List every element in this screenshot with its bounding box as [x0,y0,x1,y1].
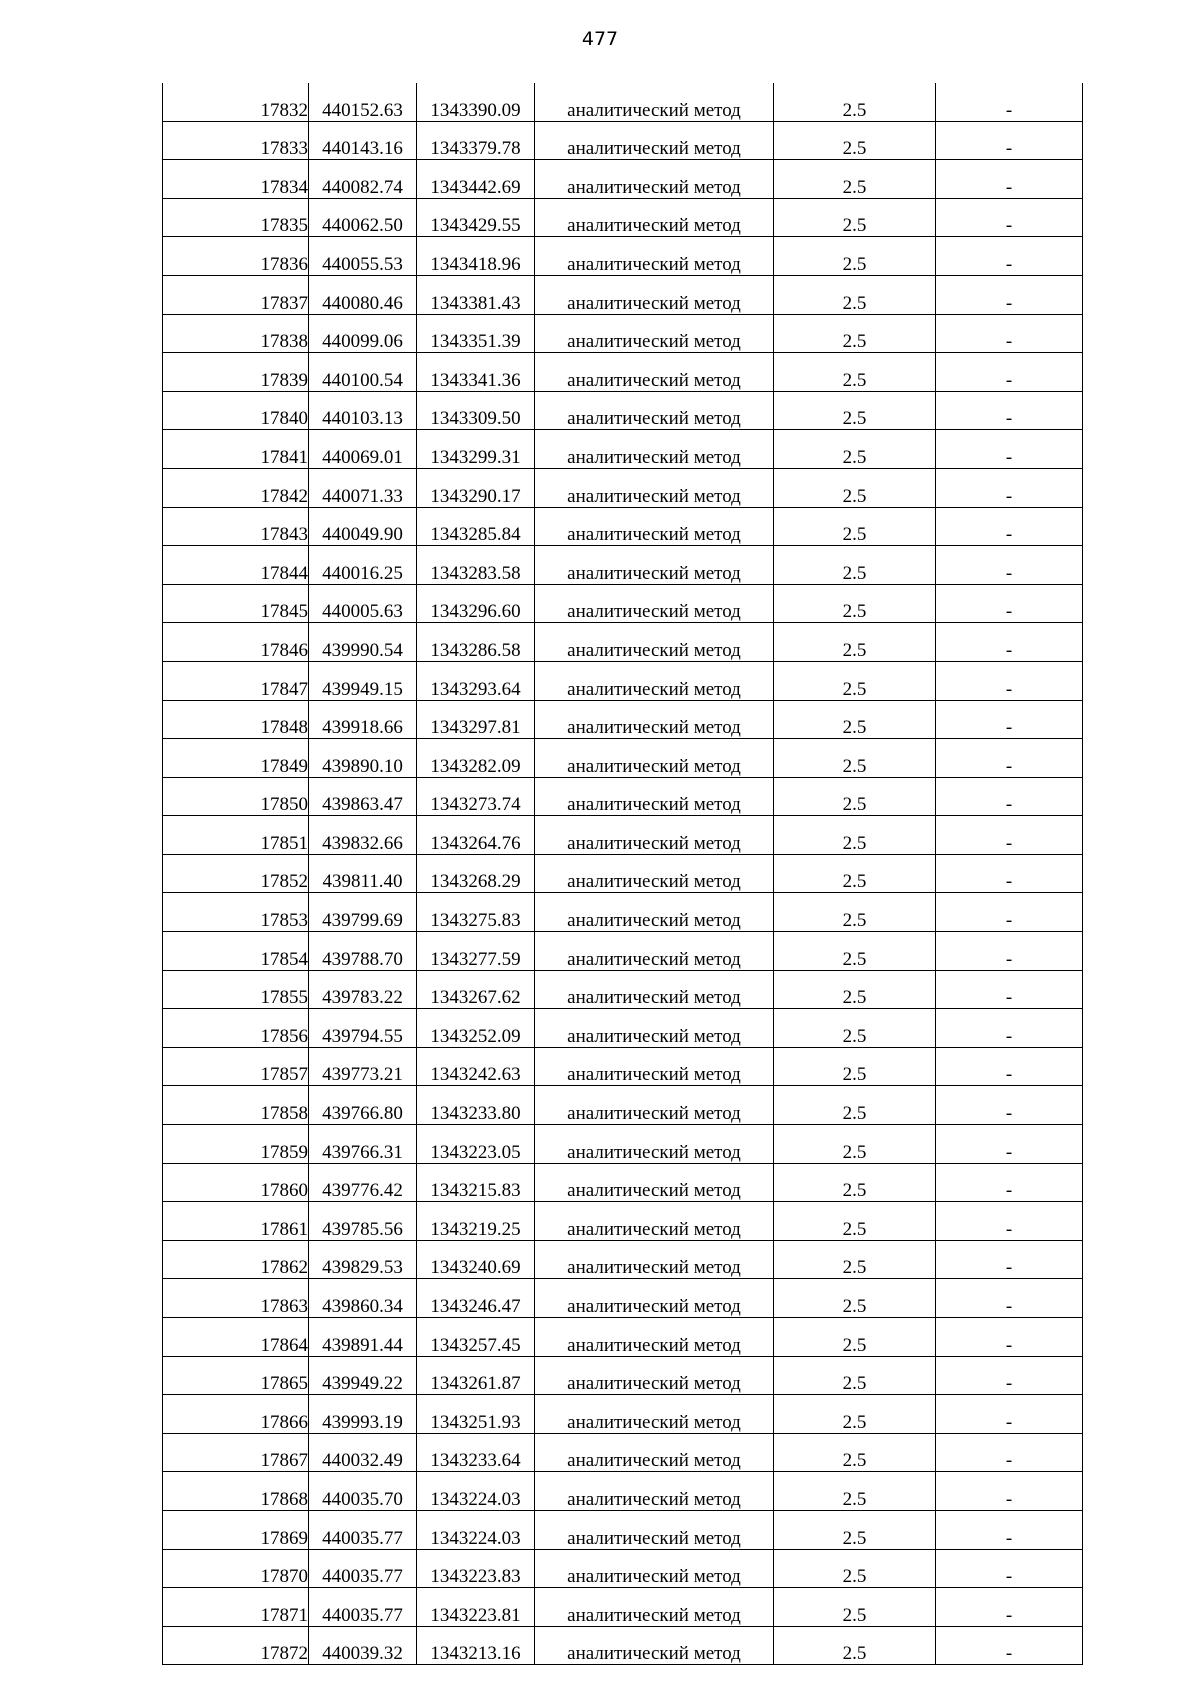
accuracy-cell: 2.5 [774,430,936,469]
y-coordinate-cell: 1343277.59 [417,932,535,971]
note-cell: - [936,1009,1083,1048]
accuracy-cell: 2.5 [774,1163,936,1202]
x-coordinate-cell: 440049.90 [309,507,417,546]
note-cell: - [936,1626,1083,1665]
x-coordinate-cell: 440035.77 [309,1549,417,1588]
method-cell: аналитический метод [535,970,774,1009]
table-row [163,83,1083,121]
method-cell: аналитический метод [535,275,774,314]
point-number-cell: 17833 [163,121,309,160]
note-cell: - [936,1202,1083,1241]
method-cell: аналитический метод [535,546,774,585]
table-row [163,353,1083,392]
x-coordinate-cell: 439949.15 [309,661,417,700]
note-cell: - [936,314,1083,353]
point-number-cell: 17834 [163,160,309,199]
note-cell: - [936,1510,1083,1549]
accuracy-cell: 2.5 [774,1395,936,1434]
y-coordinate-cell: 1343223.83 [417,1549,535,1588]
y-coordinate-cell: 1343257.45 [417,1318,535,1357]
note-cell: - [936,275,1083,314]
accuracy-cell: 2.5 [774,1626,936,1665]
point-number-cell: 17852 [163,854,309,893]
point-number-cell: 17849 [163,739,309,778]
note-cell: - [936,1125,1083,1164]
point-number-cell: 17855 [163,970,309,1009]
y-coordinate-cell: 1343379.78 [417,121,535,160]
table-row [163,160,1083,199]
method-cell: аналитический метод [535,198,774,237]
y-coordinate-cell: 1343296.60 [417,584,535,623]
x-coordinate-cell: 440055.53 [309,237,417,276]
accuracy-cell: 2.5 [774,546,936,585]
table-row [163,1433,1083,1472]
accuracy-cell: 2.5 [774,1240,936,1279]
y-coordinate-cell: 1343264.76 [417,816,535,855]
accuracy-cell: 2.5 [774,507,936,546]
y-coordinate-cell: 1343233.80 [417,1086,535,1125]
note-cell: - [936,1163,1083,1202]
method-cell: аналитический метод [535,1086,774,1125]
accuracy-cell: 2.5 [774,314,936,353]
y-coordinate-cell: 1343240.69 [417,1240,535,1279]
x-coordinate-cell: 439799.69 [309,893,417,932]
table-row [163,1202,1083,1241]
table-row [163,1356,1083,1395]
x-coordinate-cell: 440005.63 [309,584,417,623]
x-coordinate-cell: 439811.40 [309,854,417,893]
accuracy-cell: 2.5 [774,1588,936,1627]
table-row [163,893,1083,932]
accuracy-cell: 2.5 [774,1549,936,1588]
method-cell: аналитический метод [535,468,774,507]
note-cell: - [936,1047,1083,1086]
point-number-cell: 17866 [163,1395,309,1434]
point-number-cell: 17844 [163,546,309,585]
table-row [163,546,1083,585]
x-coordinate-cell: 439891.44 [309,1318,417,1357]
method-cell: аналитический метод [535,314,774,353]
y-coordinate-cell: 1343246.47 [417,1279,535,1318]
table-row [163,700,1083,739]
point-number-cell: 17865 [163,1356,309,1395]
point-number-cell: 17837 [163,275,309,314]
y-coordinate-cell: 1343390.09 [417,83,535,121]
y-coordinate-cell: 1343275.83 [417,893,535,932]
x-coordinate-cell: 440062.50 [309,198,417,237]
method-cell: аналитический метод [535,1472,774,1511]
table-row [163,314,1083,353]
table-row [163,1549,1083,1588]
x-coordinate-cell: 440103.13 [309,391,417,430]
table-row [163,198,1083,237]
method-cell: аналитический метод [535,391,774,430]
y-coordinate-cell: 1343282.09 [417,739,535,778]
note-cell: - [936,1240,1083,1279]
y-coordinate-cell: 1343351.39 [417,314,535,353]
point-number-cell: 17853 [163,893,309,932]
table-row [163,777,1083,816]
table-body [163,83,1083,1665]
method-cell: аналитический метод [535,121,774,160]
x-coordinate-cell: 439785.56 [309,1202,417,1241]
accuracy-cell: 2.5 [774,1125,936,1164]
x-coordinate-cell: 440143.16 [309,121,417,160]
point-number-cell: 17846 [163,623,309,662]
accuracy-cell: 2.5 [774,275,936,314]
method-cell: аналитический метод [535,353,774,392]
x-coordinate-cell: 440152.63 [309,83,417,121]
table-row [163,237,1083,276]
note-cell: - [936,1279,1083,1318]
method-cell: аналитический метод [535,623,774,662]
table-row [163,468,1083,507]
table-row [163,661,1083,700]
method-cell: аналитический метод [535,1626,774,1665]
table-row [163,430,1083,469]
accuracy-cell: 2.5 [774,237,936,276]
x-coordinate-cell: 439788.70 [309,932,417,971]
y-coordinate-cell: 1343213.16 [417,1626,535,1665]
table-row [163,1009,1083,1048]
note-cell: - [936,198,1083,237]
x-coordinate-cell: 440016.25 [309,546,417,585]
note-cell: - [936,739,1083,778]
method-cell: аналитический метод [535,237,774,276]
point-number-cell: 17832 [163,83,309,121]
accuracy-cell: 2.5 [774,121,936,160]
note-cell: - [936,121,1083,160]
y-coordinate-cell: 1343290.17 [417,468,535,507]
x-coordinate-cell: 439832.66 [309,816,417,855]
point-number-cell: 17870 [163,1549,309,1588]
x-coordinate-cell: 440080.46 [309,275,417,314]
accuracy-cell: 2.5 [774,83,936,121]
table-row [163,1626,1083,1665]
table-row [163,854,1083,893]
accuracy-cell: 2.5 [774,198,936,237]
x-coordinate-cell: 439776.42 [309,1163,417,1202]
note-cell: - [936,970,1083,1009]
x-coordinate-cell: 439863.47 [309,777,417,816]
table-row [163,1240,1083,1279]
y-coordinate-cell: 1343215.83 [417,1163,535,1202]
point-number-cell: 17862 [163,1240,309,1279]
table-row [163,1163,1083,1202]
point-number-cell: 17859 [163,1125,309,1164]
method-cell: аналитический метод [535,777,774,816]
x-coordinate-cell: 440069.01 [309,430,417,469]
y-coordinate-cell: 1343224.03 [417,1472,535,1511]
note-cell: - [936,1395,1083,1434]
point-number-cell: 17848 [163,700,309,739]
accuracy-cell: 2.5 [774,854,936,893]
point-number-cell: 17850 [163,777,309,816]
point-number-cell: 17851 [163,816,309,855]
method-cell: аналитический метод [535,1009,774,1048]
note-cell: - [936,83,1083,121]
accuracy-cell: 2.5 [774,623,936,662]
table-row [163,623,1083,662]
y-coordinate-cell: 1343233.64 [417,1433,535,1472]
table-row [163,1588,1083,1627]
point-number-cell: 17860 [163,1163,309,1202]
table-row [163,932,1083,971]
table-row [163,275,1083,314]
y-coordinate-cell: 1343341.36 [417,353,535,392]
accuracy-cell: 2.5 [774,661,936,700]
note-cell: - [936,854,1083,893]
note-cell: - [936,893,1083,932]
note-cell: - [936,700,1083,739]
y-coordinate-cell: 1343273.74 [417,777,535,816]
note-cell: - [936,237,1083,276]
point-number-cell: 17843 [163,507,309,546]
method-cell: аналитический метод [535,1433,774,1472]
point-number-cell: 17841 [163,430,309,469]
accuracy-cell: 2.5 [774,970,936,1009]
table-row [163,816,1083,855]
note-cell: - [936,430,1083,469]
point-number-cell: 17847 [163,661,309,700]
page-number: 477 [581,28,619,50]
note-cell: - [936,623,1083,662]
accuracy-cell: 2.5 [774,391,936,430]
point-number-cell: 17854 [163,932,309,971]
y-coordinate-cell: 1343286.58 [417,623,535,662]
method-cell: аналитический метод [535,1163,774,1202]
y-coordinate-cell: 1343285.84 [417,507,535,546]
table-row [163,739,1083,778]
table-row [163,970,1083,1009]
x-coordinate-cell: 439990.54 [309,623,417,662]
point-number-cell: 17836 [163,237,309,276]
table-row [163,1395,1083,1434]
method-cell: аналитический метод [535,584,774,623]
x-coordinate-cell: 440032.49 [309,1433,417,1472]
method-cell: аналитический метод [535,739,774,778]
table-row [163,1318,1083,1357]
table-row [163,584,1083,623]
method-cell: аналитический метод [535,1318,774,1357]
point-number-cell: 17868 [163,1472,309,1511]
method-cell: аналитический метод [535,1549,774,1588]
accuracy-cell: 2.5 [774,739,936,778]
x-coordinate-cell: 439766.80 [309,1086,417,1125]
accuracy-cell: 2.5 [774,1472,936,1511]
method-cell: аналитический метод [535,1356,774,1395]
table-row [163,1125,1083,1164]
point-number-cell: 17856 [163,1009,309,1048]
y-coordinate-cell: 1343223.81 [417,1588,535,1627]
accuracy-cell: 2.5 [774,1086,936,1125]
point-number-cell: 17872 [163,1626,309,1665]
point-number-cell: 17871 [163,1588,309,1627]
point-number-cell: 17863 [163,1279,309,1318]
point-number-cell: 17842 [163,468,309,507]
x-coordinate-cell: 439860.34 [309,1279,417,1318]
y-coordinate-cell: 1343297.81 [417,700,535,739]
y-coordinate-cell: 1343224.03 [417,1510,535,1549]
method-cell: аналитический метод [535,1395,774,1434]
method-cell: аналитический метод [535,893,774,932]
method-cell: аналитический метод [535,1125,774,1164]
y-coordinate-cell: 1343219.25 [417,1202,535,1241]
accuracy-cell: 2.5 [774,893,936,932]
y-coordinate-cell: 1343268.29 [417,854,535,893]
table-row [163,1086,1083,1125]
table-row [163,391,1083,430]
note-cell: - [936,1588,1083,1627]
point-number-cell: 17857 [163,1047,309,1086]
note-cell: - [936,584,1083,623]
note-cell: - [936,507,1083,546]
y-coordinate-cell: 1343261.87 [417,1356,535,1395]
y-coordinate-cell: 1343299.31 [417,430,535,469]
x-coordinate-cell: 439766.31 [309,1125,417,1164]
note-cell: - [936,1086,1083,1125]
point-number-cell: 17845 [163,584,309,623]
x-coordinate-cell: 439993.19 [309,1395,417,1434]
note-cell: - [936,661,1083,700]
x-coordinate-cell: 440082.74 [309,160,417,199]
table-row [163,1510,1083,1549]
point-number-cell: 17839 [163,353,309,392]
accuracy-cell: 2.5 [774,1356,936,1395]
point-number-cell: 17835 [163,198,309,237]
accuracy-cell: 2.5 [774,777,936,816]
accuracy-cell: 2.5 [774,1279,936,1318]
method-cell: аналитический метод [535,1510,774,1549]
accuracy-cell: 2.5 [774,584,936,623]
method-cell: аналитический метод [535,1202,774,1241]
note-cell: - [936,1318,1083,1357]
y-coordinate-cell: 1343223.05 [417,1125,535,1164]
x-coordinate-cell: 439829.53 [309,1240,417,1279]
accuracy-cell: 2.5 [774,1433,936,1472]
point-number-cell: 17840 [163,391,309,430]
point-number-cell: 17858 [163,1086,309,1125]
accuracy-cell: 2.5 [774,932,936,971]
x-coordinate-cell: 440100.54 [309,353,417,392]
method-cell: аналитический метод [535,816,774,855]
accuracy-cell: 2.5 [774,1510,936,1549]
method-cell: аналитический метод [535,932,774,971]
method-cell: аналитический метод [535,1279,774,1318]
y-coordinate-cell: 1343418.96 [417,237,535,276]
accuracy-cell: 2.5 [774,1009,936,1048]
x-coordinate-cell: 439773.21 [309,1047,417,1086]
x-coordinate-cell: 440071.33 [309,468,417,507]
table-row [163,1047,1083,1086]
table-row [163,121,1083,160]
note-cell: - [936,1472,1083,1511]
y-coordinate-cell: 1343381.43 [417,275,535,314]
accuracy-cell: 2.5 [774,700,936,739]
accuracy-cell: 2.5 [774,1202,936,1241]
method-cell: аналитический метод [535,700,774,739]
method-cell: аналитический метод [535,1240,774,1279]
note-cell: - [936,1356,1083,1395]
note-cell: - [936,777,1083,816]
accuracy-cell: 2.5 [774,468,936,507]
x-coordinate-cell: 440035.70 [309,1472,417,1511]
accuracy-cell: 2.5 [774,1047,936,1086]
y-coordinate-cell: 1343251.93 [417,1395,535,1434]
x-coordinate-cell: 440099.06 [309,314,417,353]
y-coordinate-cell: 1343293.64 [417,661,535,700]
y-coordinate-cell: 1343309.50 [417,391,535,430]
x-coordinate-cell: 439918.66 [309,700,417,739]
note-cell: - [936,1549,1083,1588]
table-row [163,507,1083,546]
note-cell: - [936,1433,1083,1472]
x-coordinate-cell: 439783.22 [309,970,417,1009]
y-coordinate-cell: 1343267.62 [417,970,535,1009]
note-cell: - [936,546,1083,585]
method-cell: аналитический метод [535,854,774,893]
x-coordinate-cell: 440035.77 [309,1588,417,1627]
accuracy-cell: 2.5 [774,816,936,855]
x-coordinate-cell: 440035.77 [309,1510,417,1549]
method-cell: аналитический метод [535,83,774,121]
note-cell: - [936,160,1083,199]
y-coordinate-cell: 1343429.55 [417,198,535,237]
point-number-cell: 17861 [163,1202,309,1241]
point-number-cell: 17864 [163,1318,309,1357]
y-coordinate-cell: 1343252.09 [417,1009,535,1048]
note-cell: - [936,391,1083,430]
note-cell: - [936,468,1083,507]
x-coordinate-cell: 440039.32 [309,1626,417,1665]
x-coordinate-cell: 439890.10 [309,739,417,778]
note-cell: - [936,353,1083,392]
point-number-cell: 17838 [163,314,309,353]
method-cell: аналитический метод [535,1047,774,1086]
method-cell: аналитический метод [535,1588,774,1627]
method-cell: аналитический метод [535,661,774,700]
note-cell: - [936,816,1083,855]
coordinates-table [162,83,1083,1665]
method-cell: аналитический метод [535,430,774,469]
table-row [163,1279,1083,1318]
y-coordinate-cell: 1343442.69 [417,160,535,199]
note-cell: - [936,932,1083,971]
accuracy-cell: 2.5 [774,160,936,199]
table-row [163,1472,1083,1511]
x-coordinate-cell: 439794.55 [309,1009,417,1048]
y-coordinate-cell: 1343242.63 [417,1047,535,1086]
point-number-cell: 17869 [163,1510,309,1549]
x-coordinate-cell: 439949.22 [309,1356,417,1395]
accuracy-cell: 2.5 [774,1318,936,1357]
point-number-cell: 17867 [163,1433,309,1472]
y-coordinate-cell: 1343283.58 [417,546,535,585]
accuracy-cell: 2.5 [774,353,936,392]
method-cell: аналитический метод [535,160,774,199]
method-cell: аналитический метод [535,507,774,546]
